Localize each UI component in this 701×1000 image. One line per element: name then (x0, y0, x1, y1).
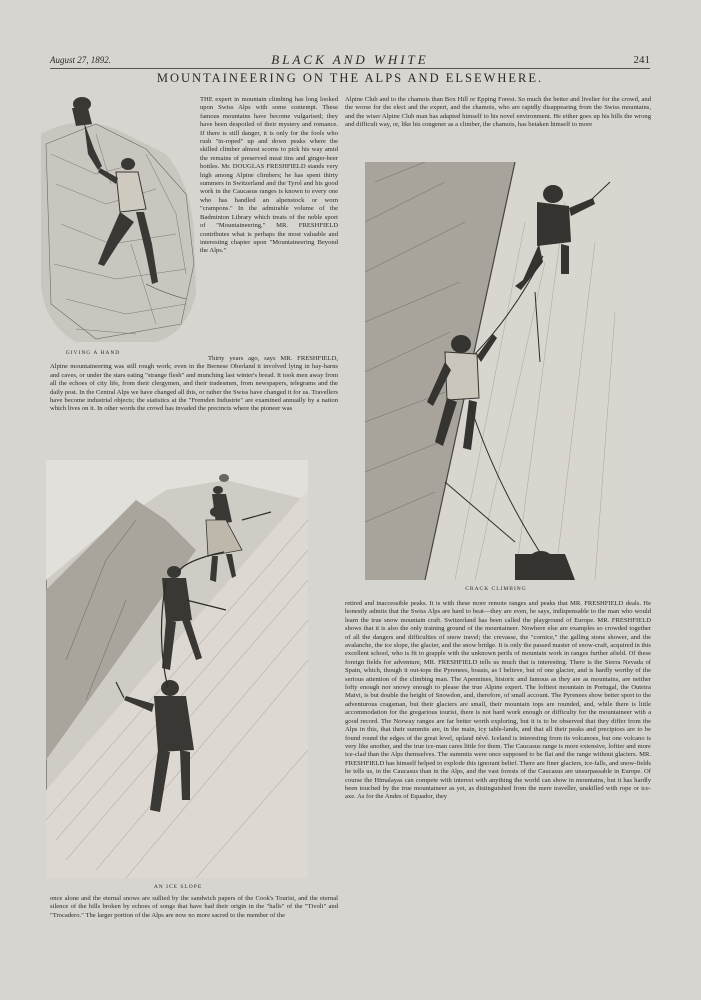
caption-giving-a-hand: GIVING A HAND (65, 350, 121, 356)
header-rule (50, 68, 650, 69)
col1-bottom-text: once alone and the eternal snows are sullied by the sandwich papers of the Cook's Tourist, and the eternal silence of the hills broken by echoes of songs that have had their origin in the "halls" of the "Tivoli" and "Trocadero." The larger portion of the Alps are now no more sacred to the member of the (50, 895, 338, 919)
caption-crack-climbing: CRACK CLIMBING (465, 586, 527, 592)
col1-narrow-text: THE expert in mountain climbing has long looked upon Swiss Alps with some contempt. These famous mountains have become vulgarised; they have been despoiled of their mystery and romance. If there is still danger, it is only for the fools who rush "in-roped" up and down peaks where the skilled climber almost scorns to pick his way amid the remains of preserved meat tins and ginger-beer bottles. Mr. DOUGLAS FRESHFIELD stands very high among Alpine climbers; he has spent thirty summers in Switzerland and the Tyrol and his good work in the Caucasus ranges is known to every one who has handled an alpenstock or worn "crampons." In the admirable volume of the Badminton Library which treats of the noble sport of "Mountaineering," MR. FRESHFIELD contributes what is perhaps the most valuable and interesting chapter upon "Mountaineering Beyond the Alps." (200, 96, 338, 255)
page-header (50, 52, 650, 68)
crack-climbing-illustration (365, 162, 627, 580)
ice-slope-illustration (46, 460, 308, 878)
issue-date: August 27, 1892. (50, 55, 112, 65)
page-number: 241 (633, 54, 650, 66)
article-title: MOUNTAINEERING ON THE ALPS AND ELSEWHERE. (156, 71, 544, 85)
giving-a-hand-illustration (36, 94, 198, 344)
masthead: BLACK AND WHITE (271, 52, 429, 67)
col2-top-text: Alpine Club and to the chamois than Box Hill or Epping Forest. So much the better and livelier for the crowd, and the worse for the elect and the expert, and the chamois, who are rapidly disappearing from the Swiss mountains, and the wiser Alpine Club man has adapted himself to his novel environment. He either goes up his hills the wrong and difficult way, or, like his congener as a climber, the chamois, has betaken himself to more (345, 96, 651, 129)
col2-bottom-text: retired and inaccessible peaks. It is with these more remote ranges and peaks that MR. FRESHFIELD deals. He honestly admits that the Swiss Alps are hard to beat—they are even, he says, indispensable to the man who would learn the true snow mountain craft. Switzerland has been called the playground of Europe. MR. FRESHFIELD shows that it is also the only training ground of the mountaineer. Nowhere else are examples so crowded together of all the dangers and difficulties of snow travel; the crevasse, the "cornice," the galling stone shower, and the avalanche, the ice slope, the glacier, and the snow bridge. It is only the passed master of snow-craft, acquired in this excellent school, who is fit to grapple with the unknown perils of mountain work in ranges further afield. Of these foreign fields for adventure, MR. FRESHFIELD tells us much that is interesting. There is the Sierra Nevada of Spain, which, though it out-tops the Pyrenees, boasts, as I believe, but of one glacier, and is hardly worthy of the serious attention of the climbing man. The Apennines, historic and famous as they are as mountains, are neither lofty enough nor snowy enough to please the true Alpine expert. The loftiest mountain in Portugal, the Outeira Maivi, is but double the height of Snowdon, and, therefore, of small account. The Pyrenees show better sport to the adventurous cragsman, but their glaciers are small, their mountain tops are rounded, and, while there is little accommodation for the gregarious tourist, there is not hard work enough or difficulty for the mountaineer with a good record. The Norway ranges are far better worth exploring, but it is to be observed that they differ from the Alps in this, that their summits are, in the main, icy table-lands, and that all their peaks and precipices are to be found round the edges of the great level, upland névé. Iceland is interesting from its volcanoes, but one volcano is very like another, and the true ice-man cares little for them. The Caucasus range is more extensive, loftier and more ice-clad than the Alps themselves. The summits were once supposed to be flat and the range without glaciers. MR. FRESHFIELD has himself helped to explode this ignorant belief. There are finer glaciers, ice-falls, and snow-fields he tells us, in the Caucasus than in the Alps, and the vast forests of the Caucasus are unsurpassable in Europe. Of course the Himalayas can compete with interest with anything the world can show in mountains, but it has hardly been touched by the true mountaineer as yet, as distinguished from the mere traveller, unskilled with rope or ice-axe. As for the Andes of Equador, they (345, 600, 651, 801)
col1-full-text: Thirty years ago, says MR. FRESHFIELD, Alpine mountaineering was still rough work; even in the Bernese Oberland it involved lying in hay-barns and caves, or under the stars eating "strange flesh" and munching last winter's bread. It took men away from all the echoes of city life, from their clergymen, and their tradesmen, from newspapers, telegrams and the daily post. In the Central Alps we have changed all this, or rather the Swiss have changed it for us. Travellers have become industrial objects; the statistics at the "Fremden Industrie" are examined annually by a nation which lives on it. In other words the crowd has invaded the precincts where the pioneer was (50, 355, 338, 413)
caption-ice-slope: AN ICE SLOPE (153, 884, 203, 890)
